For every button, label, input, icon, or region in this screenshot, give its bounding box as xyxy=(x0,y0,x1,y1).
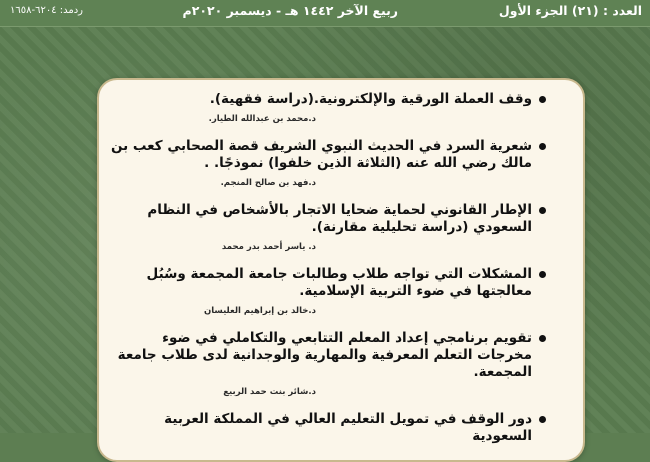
issue-number: العدد : (٢١) الجزء الأول xyxy=(498,3,642,18)
toc-entry xyxy=(106,411,546,445)
article-title: شعرية السرد في الحديث النبوي الشريف قصة الصحابي كعب بن مالك رضي الله عنه (الثلاثة الذين خلفوا) نموذجًا. . xyxy=(106,138,546,172)
bullet-icon xyxy=(539,416,546,423)
bullet-icon xyxy=(539,207,546,214)
article-title: الإطار القانوني لحماية ضحايا الاتجار بالأشخاص في النظام السعودي (دراسة تحليلية مقارنة). xyxy=(106,202,546,236)
toc-entry xyxy=(106,330,546,397)
bullet-icon xyxy=(539,96,546,103)
article-author: د.فهد بن صالح المنجم. xyxy=(220,178,316,188)
article-title: تقويم برنامجي إعداد المعلم التتابعي والتكاملي في ضوء مخرجات التعلم المعرفية والمهارية والوجدانية لدى طلاب جامعة المجمعة. xyxy=(106,330,546,381)
article-title: وقف العملة الورقية والإلكترونية.(دراسة فقهية). xyxy=(106,91,546,108)
article-author: د.محمد بن عبدالله الطيار. xyxy=(208,114,316,124)
bullet-icon xyxy=(539,271,546,278)
bullet-icon xyxy=(539,335,546,342)
toc-entry xyxy=(106,91,546,124)
article-title: المشكلات التي تواجه طلاب وطالبات جامعة المجمعة وسُبُل معالجتها في ضوء التربية الإسلامية. xyxy=(106,266,546,300)
article-author: د.شائر بنت حمد الربيع xyxy=(223,387,316,397)
toc-entry xyxy=(106,266,546,316)
journal-header-bar xyxy=(0,0,650,27)
toc-entry xyxy=(106,138,546,188)
article-title: دور الوقف في تمويل التعليم العالي في المملكة العربية السعودية xyxy=(106,411,546,445)
issn-number: ردمد: ٦٢٠٤-١٦٥٨ xyxy=(10,5,84,16)
toc-entry xyxy=(106,202,546,252)
article-author: د. ياسر أحمد بدر محمد xyxy=(221,242,316,252)
article-author: د.خالد بن إبراهيم العليسان xyxy=(203,306,316,316)
table-of-contents xyxy=(106,91,546,459)
issue-date: ربيع الآخر ١٤٤٢ هـ - ديسمبر ٢٠٢٠م xyxy=(182,3,398,18)
bullet-icon xyxy=(539,143,546,150)
